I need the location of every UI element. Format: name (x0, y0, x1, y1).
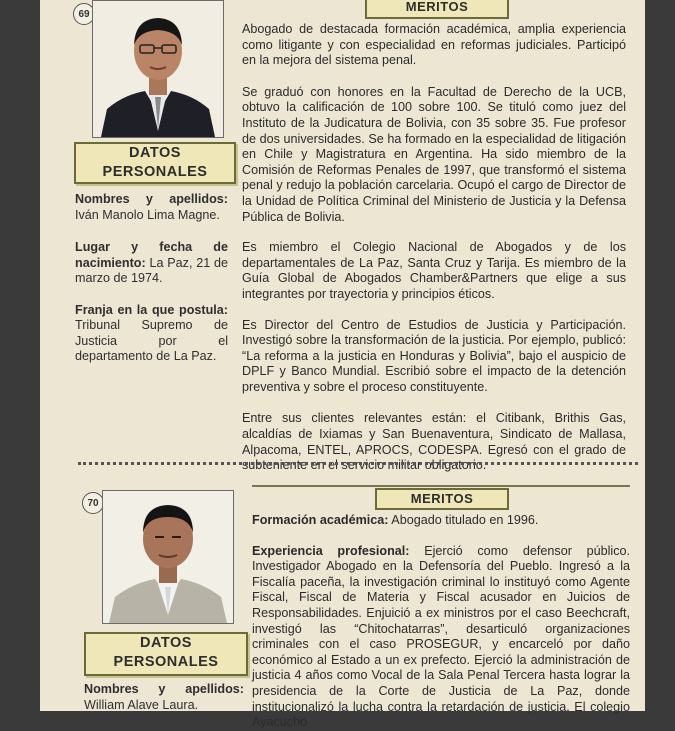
name-value: William Alave Laura. (84, 697, 199, 712)
section-divider (78, 462, 638, 465)
birth-label: Lugar y fecha de nacimiento: (75, 240, 228, 270)
candidate-portrait-icon (103, 491, 233, 623)
datos-line2: PERSONALES (102, 164, 208, 180)
newspaper-page (40, 0, 645, 730)
merit-paragraph: Se graduó con honores en la Facultad de Derecho de la UCB, obtuvo la calificación de 100 sobre 100. Se tituló como juez del Instituto de la Judicatura de Bolivia, con 35 sobre 35. Fue profesor de dos universidades. Se ha formado en la especialidad de litigación en Chile y Magistratura en Argentina. Ha sido miembro de la Comisión de Reformas Penales de 1997, que transformó el sistema penal y redujo la población carcelaria. Ocupó el cargo de Director de la Unidad de Política Criminal del Ministerio de Justicia y la Defensa Pública de Bolivia. (242, 84, 626, 224)
datos-personales-label (84, 632, 248, 676)
datos-line1: DATOS (140, 635, 192, 651)
franja-field (75, 303, 228, 365)
name-label: Nombres y apellidos: (84, 682, 244, 696)
meritos-label: MERITOS (365, 0, 509, 19)
merit-paragraph: Es Director del Centro de Estudios de Justicia y Participación. Investigó sobre la transformación de la justicia. Por ejemplo, publicó: “La reforma a la justicia en Honduras y Bolivia”, bajo el auspicio de DPLF y Banco Mundial. Escribió sobre el impacto de la detención preventiva y sobre el proceso constituyente. (242, 317, 626, 394)
candidate-photo (92, 0, 224, 138)
birth-value: La Paz, 21 de marzo de 1974. (75, 255, 228, 285)
candidate-photo (102, 490, 234, 624)
personal-data-column (75, 192, 228, 365)
header-rule (252, 485, 630, 487)
profile-number-badge: 69 (73, 3, 95, 25)
name-field (75, 192, 228, 223)
merit-paragraph: Es miembro el Colegio Nacional de Abogados y de los departamentales de La Paz, Santa Cruz y Tarija. Es miembro de la Guía Global de Abogados Chamber&Partners que elige a sus integrantes por trayectoria y principios éticos. (242, 240, 626, 301)
formacion-value: Abogado titulado en 1996. (391, 513, 539, 527)
datos-line1: DATOS (129, 145, 181, 161)
merits-text-column (252, 513, 630, 731)
experiencia-field (252, 544, 630, 731)
name-value: Iván Manolo Lima Magne. (75, 207, 220, 222)
datos-line2: PERSONALES (113, 654, 219, 670)
name-field (84, 682, 244, 713)
merit-paragraph: Abogado de destacada formación académica, amplia experiencia como litigante y con especialidad en reformas judiciales. Participó en la mejora del sistema penal. (242, 22, 626, 68)
experiencia-value: Ejerció como defensor público. Investigador Abogado en la Defensoría del Pueblo. Ingresó a la Fiscalía paceña, la investigación criminal lo instituyó como Agente Fiscal, Fiscal de Materia y Fiscal acusador en Juicios de Responsabilidades. Enjuició a ex ministros por el caso Beechcraft, investigó las “Chitochatarras”, desarticuló organizaciones criminales con el caso PROSEGUR, y encarceló por daño económico al Estado a un ex prefecto. Ejerció la administración de justicia 4 años como Vocal de la Sala Penal Tercera hasta lograr la presidencia de la Corte de Justicia de La Paz, donde institucionalizó la lucha contra la retardación de justicia. El colegio Ayacucho (252, 543, 630, 730)
datos-personales-label (74, 142, 236, 184)
formacion-label: Formación académica: (252, 513, 389, 527)
birth-field (75, 240, 228, 287)
formacion-field (252, 513, 630, 529)
experiencia-label: Experiencia profesional: (252, 543, 410, 558)
candidate-portrait-icon (93, 1, 223, 137)
personal-data-column (84, 682, 244, 713)
franja-value: Tribunal Supremo de Justicia por el departamento de La Paz. (75, 318, 228, 363)
name-label: Nombres y apellidos: (75, 192, 228, 206)
merits-text-column (242, 22, 626, 474)
merit-paragraph: Entre sus clientes relevantes están: el Citibank, Brithis Gas, alcaldías de Ixiamas y San Buenaventura, Sindicato de Mallasa, Alpacoma, ENTEL, APROCS, CODESPA. Egresó con el grado de subteniente en el servicio militar obligatorio. (242, 411, 626, 473)
meritos-label: MERITOS (375, 488, 509, 510)
franja-label: Franja en la que postula: (75, 302, 228, 317)
profile-number-badge: 70 (82, 492, 104, 514)
